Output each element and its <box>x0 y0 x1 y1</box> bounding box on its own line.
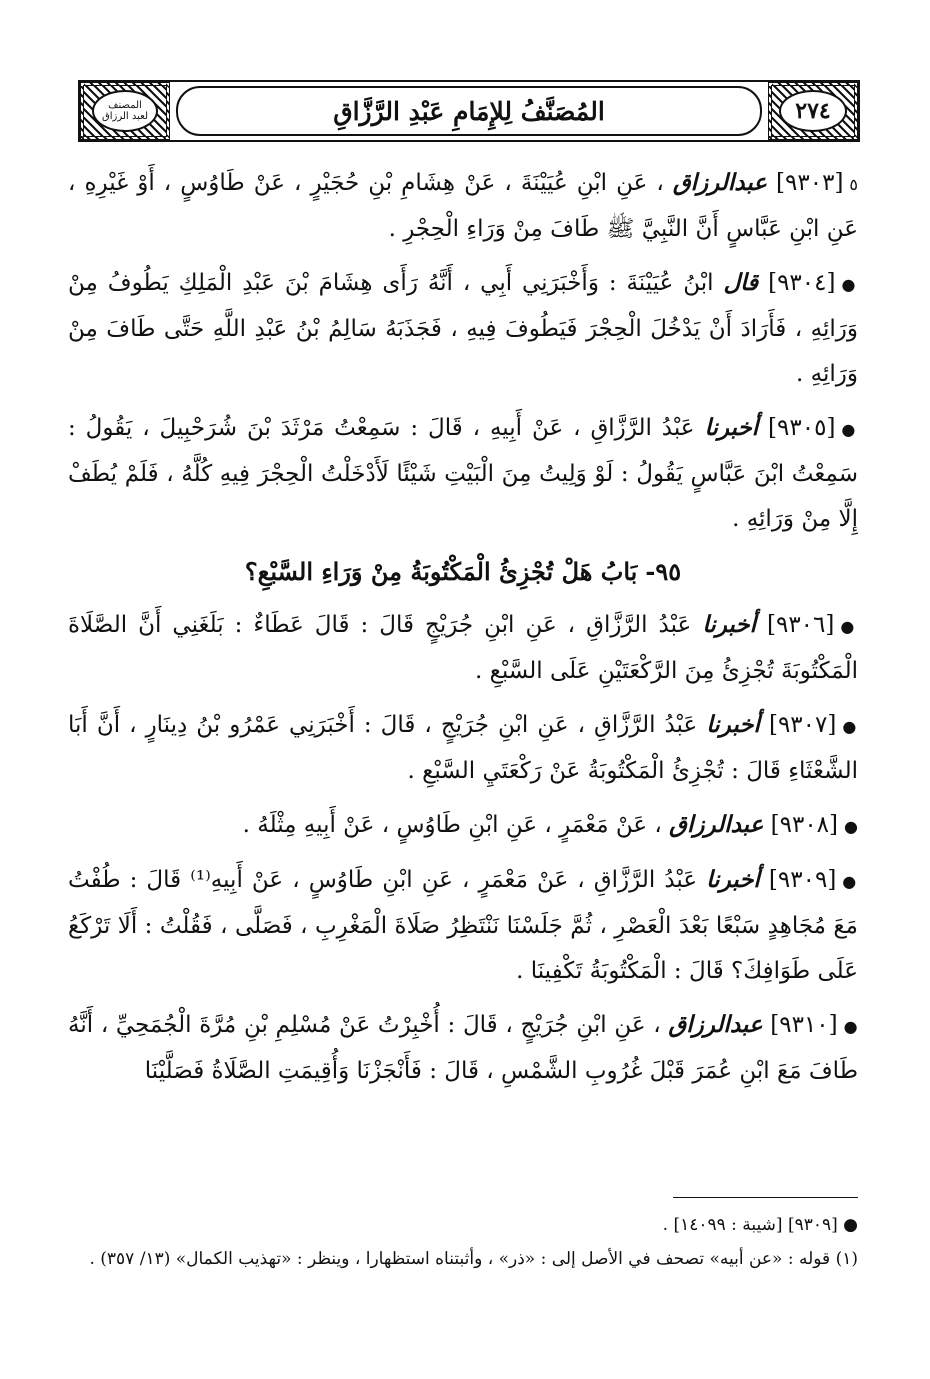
hadith-paragraph <box>68 260 858 397</box>
chapter-number: ٩٥- <box>645 557 682 586</box>
footnote-divider <box>673 1197 858 1198</box>
footnotes <box>68 1208 858 1276</box>
hadith-paragraph <box>68 802 858 849</box>
paragraph-marker: ● <box>841 420 858 439</box>
hadith-number: [٩٣٠٧] <box>768 712 837 738</box>
hadith-text: ، عَنِ ابْنِ جُرَيْجٍ ، قَالَ : أُخْبِرْتُ عَنْ مُسْلِمِ بْنِ مُرَّةَ الْجُمَحِيِّ ، أَنَّهُ طَافَ مَعَ ابْنِ عُمَرَ قَبْلَ غُرُوبِ الشَّمْسِ ، قَالَ : فَأَنْجَزْنَا وَأُقِيمَتِ الصَّلَاةُ فَصَلَّيْنَا <box>68 1012 858 1084</box>
paragraph-marker: ● <box>844 817 858 836</box>
narrator-source: عبدالرزاق <box>668 1011 763 1038</box>
hadith-number: [٩٣٠٥] <box>768 415 836 441</box>
narrator-source: أخبرنا <box>702 611 756 638</box>
hadith-number: [٩٣٠٩] <box>768 867 837 893</box>
chapter-heading <box>68 550 858 594</box>
hadith-number: [٩٣٠٦] <box>766 612 835 638</box>
right-ornament <box>768 82 858 140</box>
hadith-number: [٩٣١٠] <box>770 1012 838 1038</box>
paragraph-marker: ● <box>842 717 859 736</box>
book-title: المُصَنَّفُ لِلإِمَامِ عَبْدِ الرَّزَّاقِ <box>176 86 762 136</box>
paragraph-marker: ● <box>841 275 859 294</box>
main-text <box>68 160 858 1102</box>
footnote-explanation: (١) قوله : «عن أبيه» تصحف في الأصل إلى : «ذر» ، وأثبتناه استظهارا ، وينظر : «تهذيب الكمال» (١٣/ ٣٥٧) . <box>89 1249 858 1269</box>
hadith-number: [٩٣٠٣] <box>776 170 844 196</box>
paragraph-marker: ● <box>840 617 859 636</box>
hadith-paragraph <box>68 702 858 794</box>
hadith-text: ، عَنِ ابْنِ عُيَيْنَةَ ، عَنْ هِشَامِ بْنِ حُجَيْرٍ ، عَنْ طَاوُسٍ ، أَوْ غَيْرِهِ ، عَنِ ابْنِ عَبَّاسٍ أَنَّ النَّبِيَّ ﷺ طَافَ مِنْ وَرَاءِ الْحِجْرِ . <box>68 170 858 242</box>
paragraph-marker: ٥ <box>849 175 859 194</box>
hadith-text: عَبْدُ الرَّزَّاقِ ، عَنْ مَعْمَرٍ ، عَنِ ابْنِ طَاوُسٍ ، عَنْ أَبِيهِ⁽¹⁾ قَالَ : طُفْتُ مَعَ مُجَاهِدٍ سَبْعًا بَعْدَ الْعَصْرِ ، ثُمَّ جَلَسْنَا نَنْتَظِرُ صَلَاةَ الْمَغْرِبِ ، فَصَلَّى ، فَقُلْتُ : أَلَا تَرْكَعُ عَلَى طَوَافِكَ؟ قَالَ : الْمَكْتُوبَةُ تَكْفِينَا . <box>68 867 858 984</box>
hadith-text: عَبْدُ الرَّزَّاقِ ، عَنِ ابْنِ جُرَيْجٍ ، قَالَ : أَخْبَرَنِي عَمْرُو بْنُ دِينَارٍ ، أَنَّ أَبَا الشَّعْثَاءِ قَالَ : تُجْزِئُ الْمَكْتُوبَةُ عَنْ رَكْعَتَيِ السَّبْعِ . <box>68 712 858 784</box>
left-ornament <box>80 82 170 140</box>
page-header-banner <box>78 80 860 142</box>
narrator-source: أخبرنا <box>706 866 760 893</box>
narrator-source: عبدالرزاق <box>672 169 767 196</box>
footnote-reference: ● [٩٣٠٩] [شيبة : ١٤٠٩٩] . <box>662 1215 858 1235</box>
hadith-text: ابْنُ عُيَيْنَةَ : وَأَخْبَرَنِي أَبِي ، أَنَّهُ رَأَى هِشَامَ بْنَ عَبْدِ الْمَلِكِ يَطُوفُ مِنْ وَرَائِهِ ، فَأَرَادَ أَنْ يَدْخُلَ الْحِجْرَ فَيَطُوفَ فِيهِ ، فَجَذَبَهُ سَالِمُ بْنُ عَبْدِ اللَّهِ حَتَّى طَافَ مِنْ وَرَائِهِ . <box>68 270 858 387</box>
hadith-paragraph <box>68 1002 858 1094</box>
narrator-source: قال <box>723 269 759 296</box>
hadith-number: [٩٣٠٤] <box>768 270 836 296</box>
page-number: ٢٧٤ <box>779 90 847 132</box>
hadith-paragraph <box>68 857 858 994</box>
hadith-text: عَبْدُ الرَّزَّاقِ ، عَنْ أَبِيهِ ، قَالَ : سَمِعْتُ مَرْثَدَ بْنَ شُرَحْبِيلَ ، يَقُولُ : سَمِعْتُ ابْنَ عَبَّاسٍ يَقُولُ : لَوْ وَلِيتُ مِنَ الْبَيْتِ شَيْئًا لَأَدْخَلْتُ الْحِجْرَ فِيهِ كُلَّهُ ، فَلَمْ يُطَفْ إِلَّا مِنْ وَرَائِهِ . <box>68 415 858 532</box>
narrator-source: عبدالرزاق <box>669 811 764 838</box>
hadith-paragraph <box>68 405 858 542</box>
hadith-number: [٩٣٠٨] <box>770 812 839 838</box>
hadith-paragraph <box>68 602 858 694</box>
paragraph-marker: ● <box>842 872 859 891</box>
paragraph-marker: ● <box>843 1017 859 1036</box>
chapter-title: بَابُ هَلْ تُجْزِئُ الْمَكْتُوبَةُ مِنْ وَرَاءِ السَّبْعِ؟ <box>244 557 638 586</box>
hadith-text: عَبْدُ الرَّزَّاقِ ، عَنِ ابْنِ جُرَيْجٍ قَالَ : قَالَ عَطَاءٌ : بَلَغَنِي أَنَّ الصَّلَاةَ الْمَكْتُوبَةَ تُجْزِئُ مِنَ الرَّكْعَتَيْنِ عَلَى السَّبْعِ . <box>68 612 858 684</box>
hadith-paragraph <box>68 160 858 252</box>
narrator-source: أخبرنا <box>704 414 759 441</box>
hadith-text: ، عَنْ مَعْمَرٍ ، عَنِ ابْنِ طَاوُسٍ ، عَنْ أَبِيهِ مِثْلَهُ . <box>242 812 662 838</box>
narrator-source: أخبرنا <box>706 711 760 738</box>
book-medallion-logo: المصنف لعبد الرزاق <box>92 90 158 132</box>
